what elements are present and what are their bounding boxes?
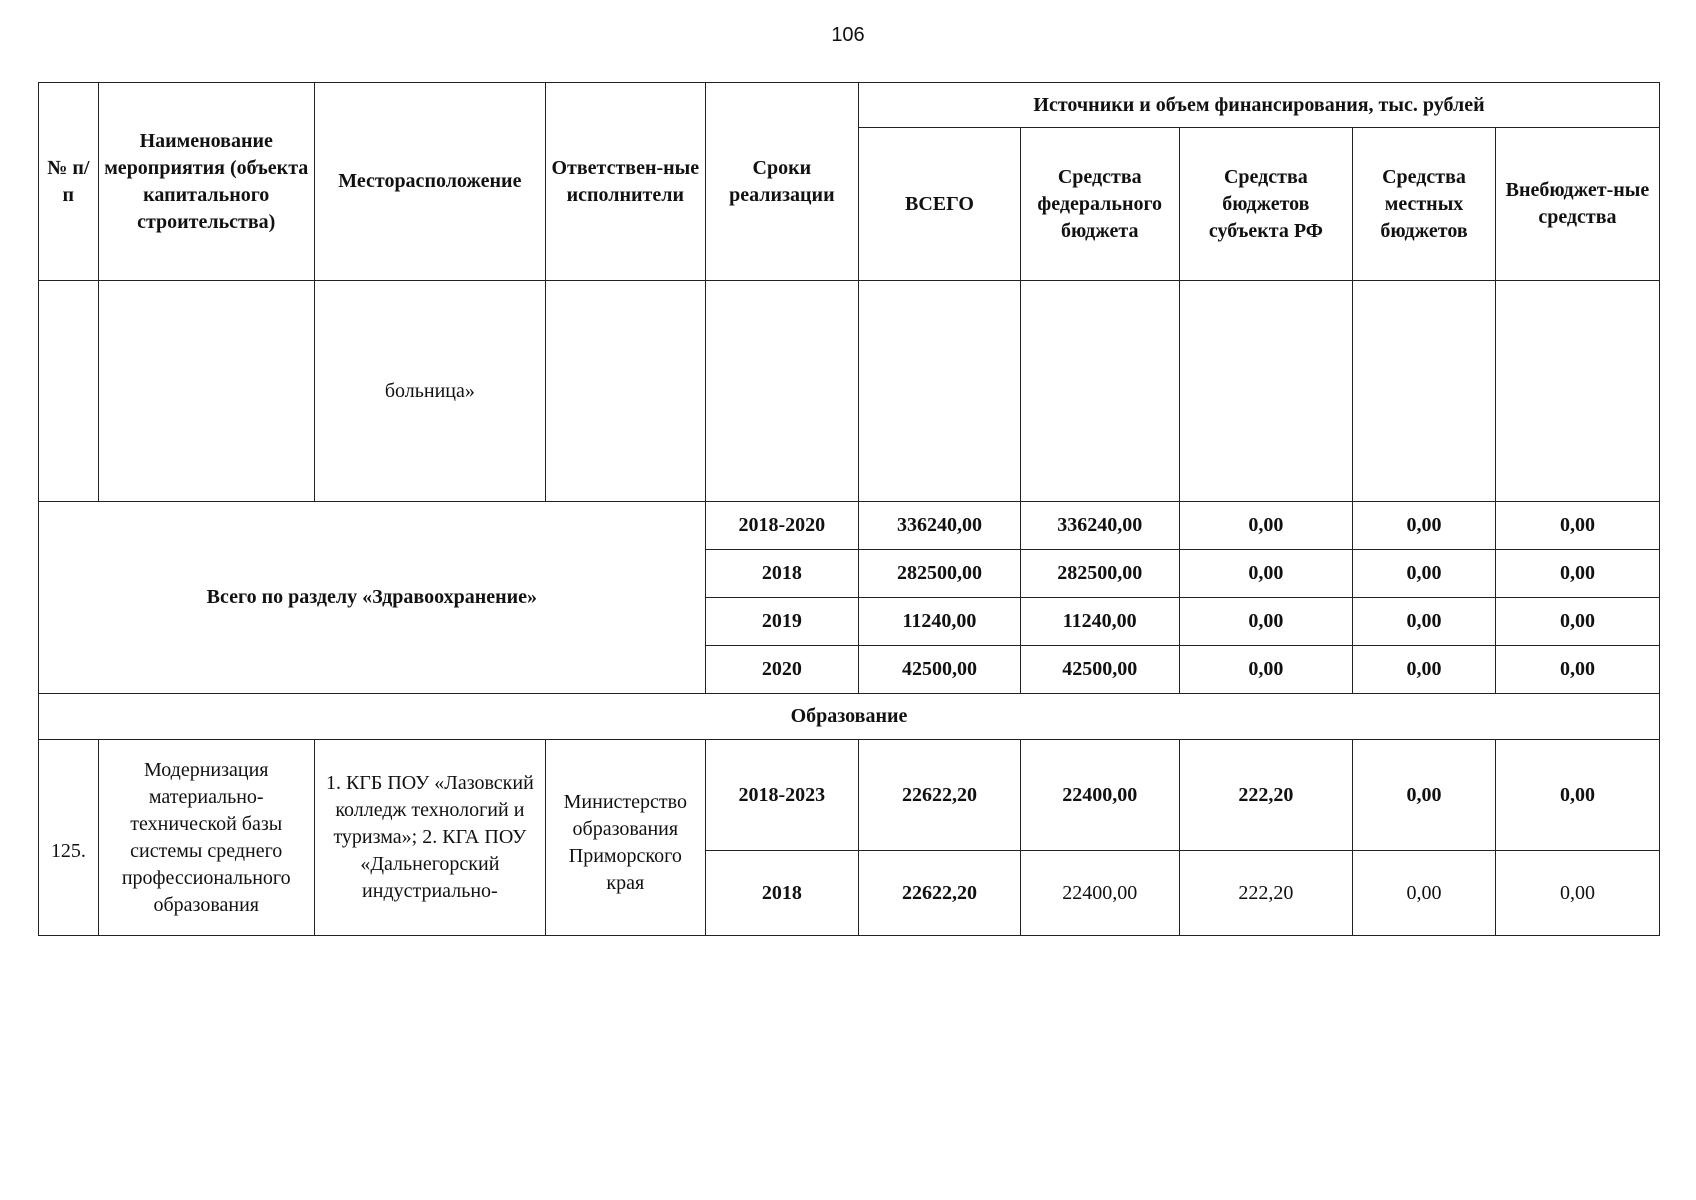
health-local: 0,00: [1353, 550, 1496, 598]
header-local: Средства местных бюджетов: [1353, 128, 1496, 281]
health-period: 2018: [705, 550, 858, 598]
header-total: ВСЕГО: [859, 128, 1021, 281]
header-num: № п/п: [39, 83, 99, 281]
header-extra: Внебюджет-ные средства: [1495, 128, 1659, 281]
item-federal: 22400,00: [1020, 740, 1179, 851]
health-subject: 0,00: [1179, 502, 1353, 550]
item-local: 0,00: [1353, 851, 1496, 936]
header-federal: Средства федерального бюджета: [1020, 128, 1179, 281]
health-period: 2019: [705, 598, 858, 646]
health-local: 0,00: [1353, 646, 1496, 694]
item-row: [39, 740, 1660, 851]
item-subject: 222,20: [1179, 740, 1353, 851]
health-total-row: [39, 502, 1660, 550]
header-financing-group: Источники и объем финансирования, тыс. рублей: [859, 83, 1660, 128]
item-subject: 222,20: [1179, 851, 1353, 936]
header-period: Сроки реализации: [705, 83, 858, 281]
health-total: 282500,00: [859, 550, 1021, 598]
health-local: 0,00: [1353, 598, 1496, 646]
health-period: 2018-2020: [705, 502, 858, 550]
item-federal: 22400,00: [1020, 851, 1179, 936]
item-extra: 0,00: [1495, 851, 1659, 936]
continuation-row: [39, 281, 1660, 502]
section-title-row: [39, 694, 1660, 740]
header-location: Месторасположение: [314, 83, 545, 281]
health-extra: 0,00: [1495, 598, 1659, 646]
item-responsible: Министерство образования Приморского края: [545, 740, 705, 936]
health-total-label: Всего по разделу «Здравоохранение»: [39, 502, 706, 694]
health-federal: 336240,00: [1020, 502, 1179, 550]
header-responsible: Ответствен-ные исполнители: [545, 83, 705, 281]
health-extra: 0,00: [1495, 502, 1659, 550]
header-name: Наименование мероприятия (объекта капитального строительства): [98, 83, 314, 281]
health-local: 0,00: [1353, 502, 1496, 550]
item-extra: 0,00: [1495, 740, 1659, 851]
item-local: 0,00: [1353, 740, 1496, 851]
health-extra: 0,00: [1495, 646, 1659, 694]
item-total: 22622,20: [859, 851, 1021, 936]
health-federal: 11240,00: [1020, 598, 1179, 646]
health-total: 336240,00: [859, 502, 1021, 550]
section-title: Образование: [39, 694, 1660, 740]
item-total: 22622,20: [859, 740, 1021, 851]
header-row-1: [39, 83, 1660, 128]
health-subject: 0,00: [1179, 550, 1353, 598]
item-period: 2018: [705, 851, 858, 936]
health-subject: 0,00: [1179, 598, 1353, 646]
health-federal: 42500,00: [1020, 646, 1179, 694]
item-name: Модернизация материально-технической базы системы среднего профессионального образования: [98, 740, 314, 936]
health-total: 11240,00: [859, 598, 1021, 646]
financing-table: [38, 82, 1660, 936]
health-total: 42500,00: [859, 646, 1021, 694]
item-period: 2018-2023: [705, 740, 858, 851]
health-period: 2020: [705, 646, 858, 694]
item-num: 125.: [39, 740, 99, 936]
continuation-location: больница»: [314, 281, 545, 502]
health-extra: 0,00: [1495, 550, 1659, 598]
header-subject: Средства бюджетов субъекта РФ: [1179, 128, 1353, 281]
health-federal: 282500,00: [1020, 550, 1179, 598]
health-subject: 0,00: [1179, 646, 1353, 694]
item-location: 1. КГБ ПОУ «Лазовский колледж технологий и туризма»; 2. КГА ПОУ «Дальнегорский индустриально-: [314, 740, 545, 936]
page-number: 106: [831, 24, 865, 46]
